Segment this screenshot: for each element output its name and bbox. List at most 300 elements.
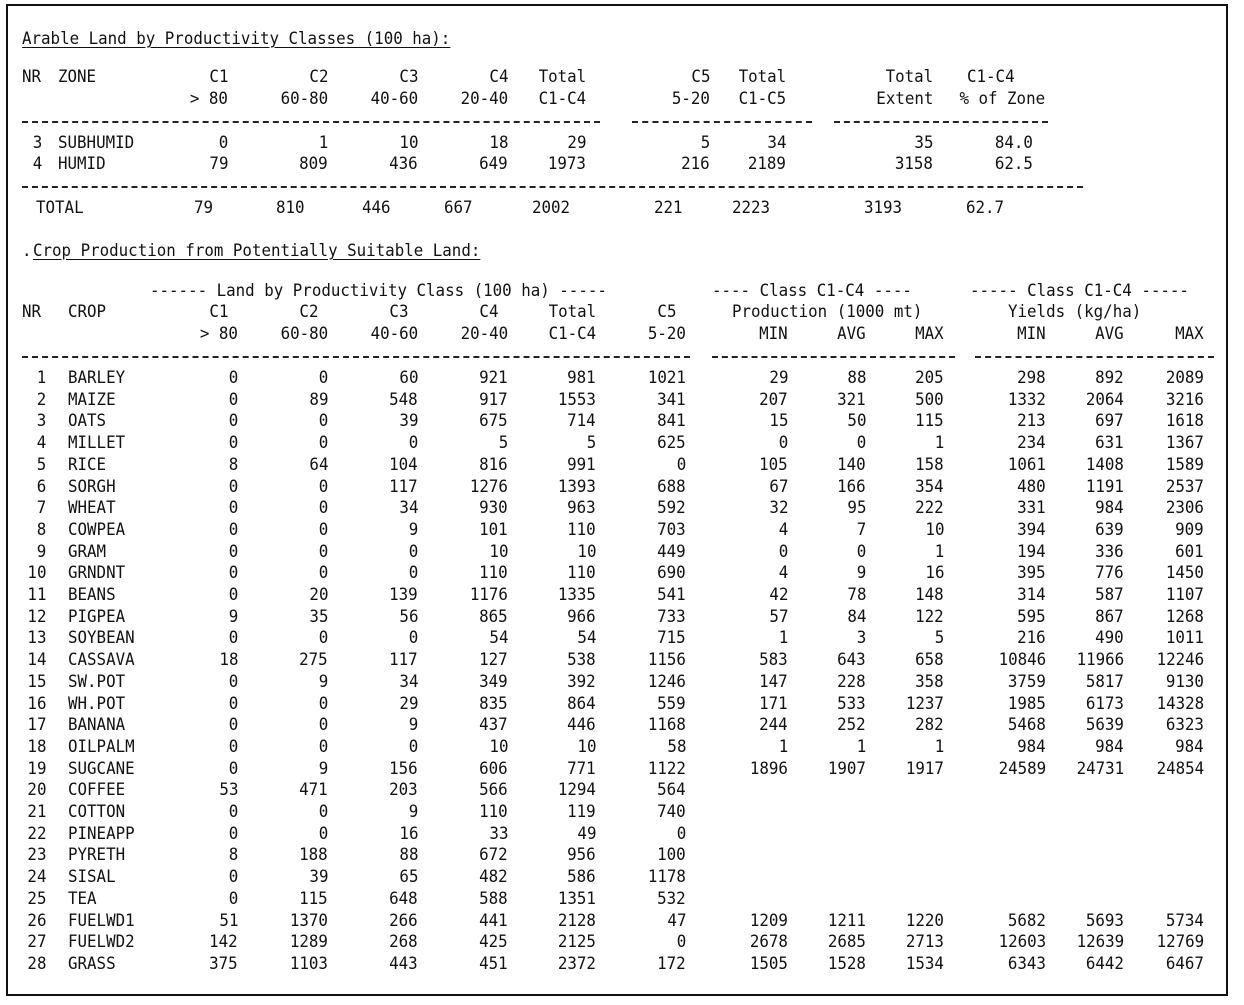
table2-header: MAX bbox=[915, 324, 944, 344]
table2-cell: 1122 bbox=[647, 758, 686, 779]
table2-cell: 222 bbox=[915, 498, 944, 519]
table2-cell: 0 bbox=[676, 823, 686, 844]
table1-total-cell: 446 bbox=[362, 198, 391, 218]
dashed-rule bbox=[22, 186, 1083, 188]
table2-cell: 20 bbox=[308, 585, 328, 605]
table2-cell: 395 bbox=[1017, 563, 1046, 584]
table2-cell: 4 bbox=[36, 433, 46, 454]
table2-cell: 0 bbox=[228, 671, 238, 692]
table2-cell: 266 bbox=[389, 910, 418, 931]
table2-header: NR bbox=[22, 302, 42, 322]
table2-cell: 207 bbox=[759, 389, 788, 410]
table2-cell: 2128 bbox=[557, 910, 596, 931]
table2-cell: 1450 bbox=[1165, 563, 1204, 584]
table2-cell: 835 bbox=[479, 693, 508, 714]
table2-cell: 733 bbox=[657, 606, 686, 627]
table2-cell: 35 bbox=[308, 606, 328, 627]
table1-cell: 1 bbox=[318, 133, 328, 153]
table2-cell: 105 bbox=[759, 454, 788, 475]
table2-cell: SISAL bbox=[68, 867, 116, 888]
table2-cell: 1907 bbox=[827, 758, 866, 779]
table2-cell: 341 bbox=[657, 389, 686, 410]
table2-cell: 24589 bbox=[998, 758, 1046, 779]
table2-cell: 34 bbox=[398, 498, 418, 519]
table2-cell: 631 bbox=[1095, 433, 1124, 454]
table2-cell: 981 bbox=[567, 368, 596, 388]
table2-cell: 0 bbox=[318, 519, 328, 540]
table2-header: MIN bbox=[759, 324, 788, 344]
table2-cell: 24 bbox=[26, 867, 46, 888]
table2-cell: 587 bbox=[1095, 585, 1124, 605]
table2-cell: 592 bbox=[657, 498, 686, 519]
table2-cell: 9 bbox=[408, 519, 418, 540]
table2-cell: BARLEY bbox=[68, 368, 126, 388]
table2-header: CROP bbox=[68, 302, 107, 322]
table2-cell: 2537 bbox=[1165, 476, 1204, 497]
table2-cell: 966 bbox=[567, 606, 596, 627]
table2-cell: 3 bbox=[856, 628, 866, 649]
table2-cell: 0 bbox=[318, 368, 328, 388]
table2-cell: 0 bbox=[228, 715, 238, 736]
table2-cell: GRASS bbox=[68, 953, 116, 974]
table2-cell: 930 bbox=[479, 498, 508, 519]
table2-cell: 0 bbox=[318, 715, 328, 736]
table2-cell: 500 bbox=[915, 389, 944, 410]
dashed-rule bbox=[712, 356, 955, 358]
table2-cell: 0 bbox=[228, 802, 238, 822]
table2-cell: 394 bbox=[1017, 519, 1046, 540]
table2-cell: 156 bbox=[389, 758, 418, 779]
table2-cell: 14328 bbox=[1156, 693, 1204, 714]
table2-cell: 0 bbox=[778, 433, 788, 454]
table2-cell: 115 bbox=[915, 411, 944, 432]
table2-cell: 8 bbox=[228, 845, 238, 866]
table2-cell: 321 bbox=[837, 389, 866, 410]
table2-cell: 60 bbox=[398, 368, 418, 388]
table2-cell: 67 bbox=[768, 476, 788, 497]
dashed-rule bbox=[22, 356, 690, 358]
table1-total-cell: 810 bbox=[276, 198, 305, 218]
table1-header: Total bbox=[885, 67, 933, 87]
table2-cell: 441 bbox=[479, 910, 508, 931]
table2-cell: 10 bbox=[488, 736, 508, 757]
table1-header: NR bbox=[22, 67, 42, 87]
table2-cell: 1534 bbox=[905, 953, 944, 974]
table2-cell: 5 bbox=[498, 433, 508, 454]
table2-cell: 21 bbox=[26, 802, 46, 822]
table2-cell: 1351 bbox=[557, 888, 596, 909]
table2-cell: 29 bbox=[398, 693, 418, 714]
table2-cell: 1332 bbox=[1007, 389, 1046, 410]
table2-cell: 10 bbox=[924, 519, 944, 540]
table1-header: 5-20 bbox=[671, 89, 710, 109]
table1-cell: 29 bbox=[566, 133, 586, 153]
dashed-rule bbox=[975, 356, 1214, 358]
table2-title-prefix: . bbox=[22, 241, 32, 261]
table2-cell: 0 bbox=[676, 932, 686, 953]
table2-cell: 1211 bbox=[827, 910, 866, 931]
table2-cell: 740 bbox=[657, 802, 686, 822]
table2-cell: 110 bbox=[479, 563, 508, 584]
table2-cell: 89 bbox=[308, 389, 328, 410]
table2-cell: 336 bbox=[1095, 541, 1124, 562]
table2-cell: 0 bbox=[408, 736, 418, 757]
table2-cell: 188 bbox=[299, 845, 328, 866]
table2-cell: 95 bbox=[846, 498, 866, 519]
table2-header: C2 bbox=[298, 302, 318, 322]
table2-cell: OILPALM bbox=[68, 736, 135, 757]
table2-cell: 1 bbox=[934, 433, 944, 454]
table2-cell: PINEAPP bbox=[68, 823, 135, 844]
table2-cell: 110 bbox=[567, 519, 596, 540]
table2-header: 20-40 bbox=[460, 324, 508, 344]
table1-total-cell: 221 bbox=[654, 198, 683, 218]
table1-header: C4 bbox=[488, 67, 508, 87]
table1-header: Total bbox=[738, 67, 786, 87]
table2-subgroup-header: Production (1000 mt) bbox=[732, 302, 923, 322]
table1-header: ZONE bbox=[58, 67, 97, 87]
table2-cell: 5 bbox=[586, 433, 596, 454]
table2-cell: 0 bbox=[856, 433, 866, 454]
table2-cell: 9 bbox=[318, 758, 328, 779]
table2-cell: 482 bbox=[479, 867, 508, 888]
table2-cell: 1061 bbox=[1007, 454, 1046, 475]
table2-cell: 0 bbox=[228, 888, 238, 909]
table2-cell: 18 bbox=[218, 650, 238, 671]
table2-header: AVG bbox=[1095, 324, 1124, 344]
table2-cell: 0 bbox=[318, 823, 328, 844]
table2-cell: 205 bbox=[915, 368, 944, 388]
table2-group-header: ----- Class C1-C4 ----- bbox=[970, 281, 1189, 301]
table2-cell: 375 bbox=[209, 953, 238, 974]
table2-cell: 110 bbox=[479, 802, 508, 822]
table2-cell: 1 bbox=[36, 368, 46, 388]
table2-cell: 559 bbox=[657, 693, 686, 714]
table1-cell: 3 bbox=[32, 133, 42, 153]
table2-cell: 538 bbox=[567, 650, 596, 671]
table2-cell: 0 bbox=[318, 802, 328, 822]
table2-cell: 0 bbox=[228, 519, 238, 540]
table2-cell: 358 bbox=[915, 671, 944, 692]
table2-cell: 213 bbox=[1017, 411, 1046, 432]
table2-cell: 564 bbox=[657, 780, 686, 801]
table2-cell: 0 bbox=[408, 628, 418, 649]
table2-cell: 443 bbox=[389, 953, 418, 974]
table2-cell: OATS bbox=[68, 411, 107, 432]
table2-cell: 586 bbox=[567, 867, 596, 888]
table2-cell: 0 bbox=[228, 693, 238, 714]
table2-cell: 9 bbox=[228, 606, 238, 627]
table1-cell: 0 bbox=[218, 133, 228, 153]
table2-cell: RICE bbox=[68, 454, 107, 475]
table2-cell: 2064 bbox=[1085, 389, 1124, 410]
table1-cell: 5 bbox=[700, 133, 710, 153]
table2-cell: 1268 bbox=[1165, 606, 1204, 627]
table2-cell: 2306 bbox=[1165, 498, 1204, 519]
table2-cell: 715 bbox=[657, 628, 686, 649]
table2-cell: 648 bbox=[389, 888, 418, 909]
table2-cell: 0 bbox=[318, 498, 328, 519]
table1-header: % of Zone bbox=[959, 89, 1045, 109]
table2-subgroup-header: Yields (kg/ha) bbox=[1008, 302, 1142, 322]
table2-cell: 984 bbox=[1095, 498, 1124, 519]
table2-cell: FUELWD1 bbox=[68, 910, 135, 931]
table2-cell: 0 bbox=[228, 411, 238, 432]
table2-cell: 6343 bbox=[1007, 953, 1046, 974]
table1-title: Arable Land by Productivity Classes (100 ha): bbox=[22, 29, 451, 49]
table1-total-cell: 62.7 bbox=[966, 198, 1005, 218]
table2-cell: 13 bbox=[26, 628, 46, 649]
table2-header: C1-C4 bbox=[548, 324, 596, 344]
table2-cell: 88 bbox=[398, 845, 418, 866]
table1-cell: 809 bbox=[299, 154, 328, 174]
table2-cell: 314 bbox=[1017, 585, 1046, 605]
table2-header: C1 bbox=[208, 302, 228, 322]
table2-cell: 0 bbox=[318, 433, 328, 454]
table2-cell: GRAM bbox=[68, 541, 107, 562]
table2-cell: 148 bbox=[915, 585, 944, 605]
table2-cell: 4 bbox=[778, 563, 788, 584]
dashed-rule bbox=[632, 121, 812, 123]
table2-cell: 127 bbox=[479, 650, 508, 671]
table1-cell: 84.0 bbox=[994, 133, 1033, 153]
table2-cell: 392 bbox=[567, 671, 596, 692]
table2-cell: 1294 bbox=[557, 780, 596, 801]
table2-cell: 139 bbox=[389, 585, 418, 605]
table2-cell: 100 bbox=[657, 845, 686, 866]
table2-cell: 2125 bbox=[557, 932, 596, 953]
table2-cell: 9130 bbox=[1165, 671, 1204, 692]
table2-cell: 39 bbox=[308, 867, 328, 888]
table2-cell: 16 bbox=[924, 563, 944, 584]
table2-cell: 56 bbox=[398, 606, 418, 627]
table2-cell: 1408 bbox=[1085, 454, 1124, 475]
table2-cell: 34 bbox=[398, 671, 418, 692]
table2-cell: 203 bbox=[389, 780, 418, 801]
table2-cell: 2678 bbox=[749, 932, 788, 953]
table2-cell: 88 bbox=[846, 368, 866, 388]
table2-cell: 171 bbox=[759, 693, 788, 714]
table2-cell: 166 bbox=[837, 476, 866, 497]
table2-cell: 12 bbox=[26, 606, 46, 627]
table2-cell: 0 bbox=[228, 585, 238, 605]
table2-cell: 1528 bbox=[827, 953, 866, 974]
table2-cell: 446 bbox=[567, 715, 596, 736]
table2-cell: 10 bbox=[576, 736, 596, 757]
table2-cell: COTTON bbox=[68, 802, 126, 822]
table2-cell: 1917 bbox=[905, 758, 944, 779]
table1-header: 20-40 bbox=[460, 89, 508, 109]
table2-cell: 1 bbox=[778, 628, 788, 649]
table2-cell: 0 bbox=[228, 867, 238, 888]
table2-cell: 0 bbox=[408, 541, 418, 562]
table2-cell: 533 bbox=[837, 693, 866, 714]
table2-cell: 53 bbox=[218, 780, 238, 801]
table2-cell: 158 bbox=[915, 454, 944, 475]
table2-cell: 275 bbox=[299, 650, 328, 671]
table2-cell: CASSAVA bbox=[68, 650, 135, 671]
table2-cell: 0 bbox=[228, 498, 238, 519]
table2-cell: 15 bbox=[768, 411, 788, 432]
table2-cell: 0 bbox=[408, 433, 418, 454]
table2-cell: 0 bbox=[318, 541, 328, 562]
table2-header: > 80 bbox=[199, 324, 238, 344]
table2-cell: 50 bbox=[846, 411, 866, 432]
table2-cell: 5817 bbox=[1085, 671, 1124, 692]
table2-cell: 1246 bbox=[647, 671, 686, 692]
table2-cell: 541 bbox=[657, 585, 686, 605]
table2-cell: 1618 bbox=[1165, 411, 1204, 432]
table2-cell: 65 bbox=[398, 867, 418, 888]
table2-cell: 5693 bbox=[1085, 910, 1124, 931]
table1-total-cell: 2002 bbox=[532, 198, 571, 218]
table2-cell: 643 bbox=[837, 650, 866, 671]
table2-cell: SUGCANE bbox=[68, 758, 135, 779]
table2-cell: 1370 bbox=[289, 910, 328, 931]
table2-cell: 1289 bbox=[289, 932, 328, 953]
table2-cell: 0 bbox=[228, 736, 238, 757]
table2-cell: 14 bbox=[26, 650, 46, 671]
table2-cell: 23 bbox=[26, 845, 46, 866]
table2-cell: 3 bbox=[36, 411, 46, 432]
table2-cell: 639 bbox=[1095, 519, 1124, 540]
table2-cell: 5 bbox=[934, 628, 944, 649]
table1-total-cell: 79 bbox=[194, 198, 214, 218]
table2-cell: BEANS bbox=[68, 585, 116, 605]
table2-cell: 0 bbox=[228, 563, 238, 584]
table2-cell: 9 bbox=[36, 541, 46, 562]
table2-cell: 1011 bbox=[1165, 628, 1204, 649]
table2-cell: 16 bbox=[398, 823, 418, 844]
table2-cell: 26 bbox=[26, 910, 46, 931]
table2-cell: 49 bbox=[576, 823, 596, 844]
table1-header: C1 bbox=[208, 67, 228, 87]
table1-header: 40-60 bbox=[370, 89, 418, 109]
table2-cell: 963 bbox=[567, 498, 596, 519]
table2-cell: 2089 bbox=[1165, 368, 1204, 388]
table2-cell: 1021 bbox=[647, 368, 686, 388]
table2-cell: 1178 bbox=[647, 867, 686, 888]
table2-cell: 480 bbox=[1017, 476, 1046, 497]
table2-cell: 19 bbox=[26, 758, 46, 779]
table2-cell: SOYBEAN bbox=[68, 628, 135, 649]
table2-cell: 22 bbox=[26, 823, 46, 844]
table2-cell: 449 bbox=[657, 541, 686, 562]
table2-cell: 771 bbox=[567, 758, 596, 779]
table2-cell: 548 bbox=[389, 389, 418, 410]
table2-cell: 490 bbox=[1095, 628, 1124, 649]
table1-cell: 4 bbox=[32, 154, 42, 174]
table2-cell: 18 bbox=[26, 736, 46, 757]
table2-header: AVG bbox=[837, 324, 866, 344]
table2-cell: 0 bbox=[228, 541, 238, 562]
table2-cell: 1237 bbox=[905, 693, 944, 714]
table2-cell: MAIZE bbox=[68, 389, 116, 410]
table2-cell: 54 bbox=[576, 628, 596, 649]
table1-cell: 216 bbox=[681, 154, 710, 174]
table1-header: Extent bbox=[875, 89, 933, 109]
table2-cell: 12246 bbox=[1156, 650, 1204, 671]
table2-cell: 0 bbox=[228, 628, 238, 649]
table2-cell: 1 bbox=[778, 736, 788, 757]
table2-cell: 51 bbox=[218, 910, 238, 931]
table1-cell: 79 bbox=[208, 154, 228, 174]
table2-cell: 688 bbox=[657, 476, 686, 497]
table2-cell: 194 bbox=[1017, 541, 1046, 562]
table2-header: C4 bbox=[478, 302, 498, 322]
table2-cell: 8 bbox=[228, 454, 238, 475]
table2-cell: 268 bbox=[389, 932, 418, 953]
table2-header: Total bbox=[548, 302, 596, 322]
table2-cell: 16 bbox=[26, 693, 46, 714]
table1-cell: 649 bbox=[479, 154, 508, 174]
table2-cell: 15 bbox=[26, 671, 46, 692]
table2-cell: 991 bbox=[567, 454, 596, 475]
table2-cell: GRNDNT bbox=[68, 563, 126, 584]
table2-cell: 12639 bbox=[1076, 932, 1124, 953]
table2-cell: 2685 bbox=[827, 932, 866, 953]
table2-cell: 0 bbox=[228, 476, 238, 497]
table2-cell: 865 bbox=[479, 606, 508, 627]
table2-cell: BANANA bbox=[68, 715, 126, 736]
table2-cell: 437 bbox=[479, 715, 508, 736]
table2-cell: 33 bbox=[488, 823, 508, 844]
table2-cell: 864 bbox=[567, 693, 596, 714]
table2-cell: 8 bbox=[36, 519, 46, 540]
table1-cell: SUBHUMID bbox=[58, 133, 135, 153]
table2-cell: 909 bbox=[1175, 519, 1204, 540]
table2-cell: WHEAT bbox=[68, 498, 116, 519]
table2-cell: 0 bbox=[228, 823, 238, 844]
table2-cell: 1335 bbox=[557, 585, 596, 605]
table2-cell: 0 bbox=[228, 433, 238, 454]
table2-cell: 1 bbox=[934, 541, 944, 562]
table2-cell: 140 bbox=[837, 454, 866, 475]
table1-cell: HUMID bbox=[58, 154, 106, 174]
table2-cell: 984 bbox=[1095, 736, 1124, 757]
table2-cell: 1985 bbox=[1007, 693, 1046, 714]
table2-cell: 0 bbox=[228, 758, 238, 779]
dashed-rule bbox=[834, 121, 1048, 123]
table2-header: C5 bbox=[656, 302, 676, 322]
table2-cell: 3759 bbox=[1007, 671, 1046, 692]
table2-header: 40-60 bbox=[370, 324, 418, 344]
table2-cell: 0 bbox=[318, 563, 328, 584]
table2-cell: 1 bbox=[934, 736, 944, 757]
table2-cell: 298 bbox=[1017, 368, 1046, 388]
table2-cell: 0 bbox=[778, 541, 788, 562]
table2-cell: 10846 bbox=[998, 650, 1046, 671]
table2-cell: 6442 bbox=[1085, 953, 1124, 974]
table2-cell: 625 bbox=[657, 433, 686, 454]
table2-header: MAX bbox=[1175, 324, 1204, 344]
table2-cell: 9 bbox=[408, 802, 418, 822]
table2-group-header: ------ Land by Productivity Class (100 ha) ----- bbox=[150, 281, 607, 301]
table2-cell: 4 bbox=[778, 519, 788, 540]
table2-cell: 0 bbox=[318, 736, 328, 757]
table2-cell: 5639 bbox=[1085, 715, 1124, 736]
table1-total-cell: TOTAL bbox=[36, 198, 84, 218]
table2-cell: 867 bbox=[1095, 606, 1124, 627]
table2-cell: 595 bbox=[1017, 606, 1046, 627]
table2-cell: 354 bbox=[915, 476, 944, 497]
table2-cell: 697 bbox=[1095, 411, 1124, 432]
table1-header: C5 bbox=[690, 67, 710, 87]
table2-cell: 172 bbox=[657, 953, 686, 974]
table2-cell: 0 bbox=[318, 693, 328, 714]
table2-header: C3 bbox=[388, 302, 408, 322]
table2-cell: 11966 bbox=[1076, 650, 1124, 671]
